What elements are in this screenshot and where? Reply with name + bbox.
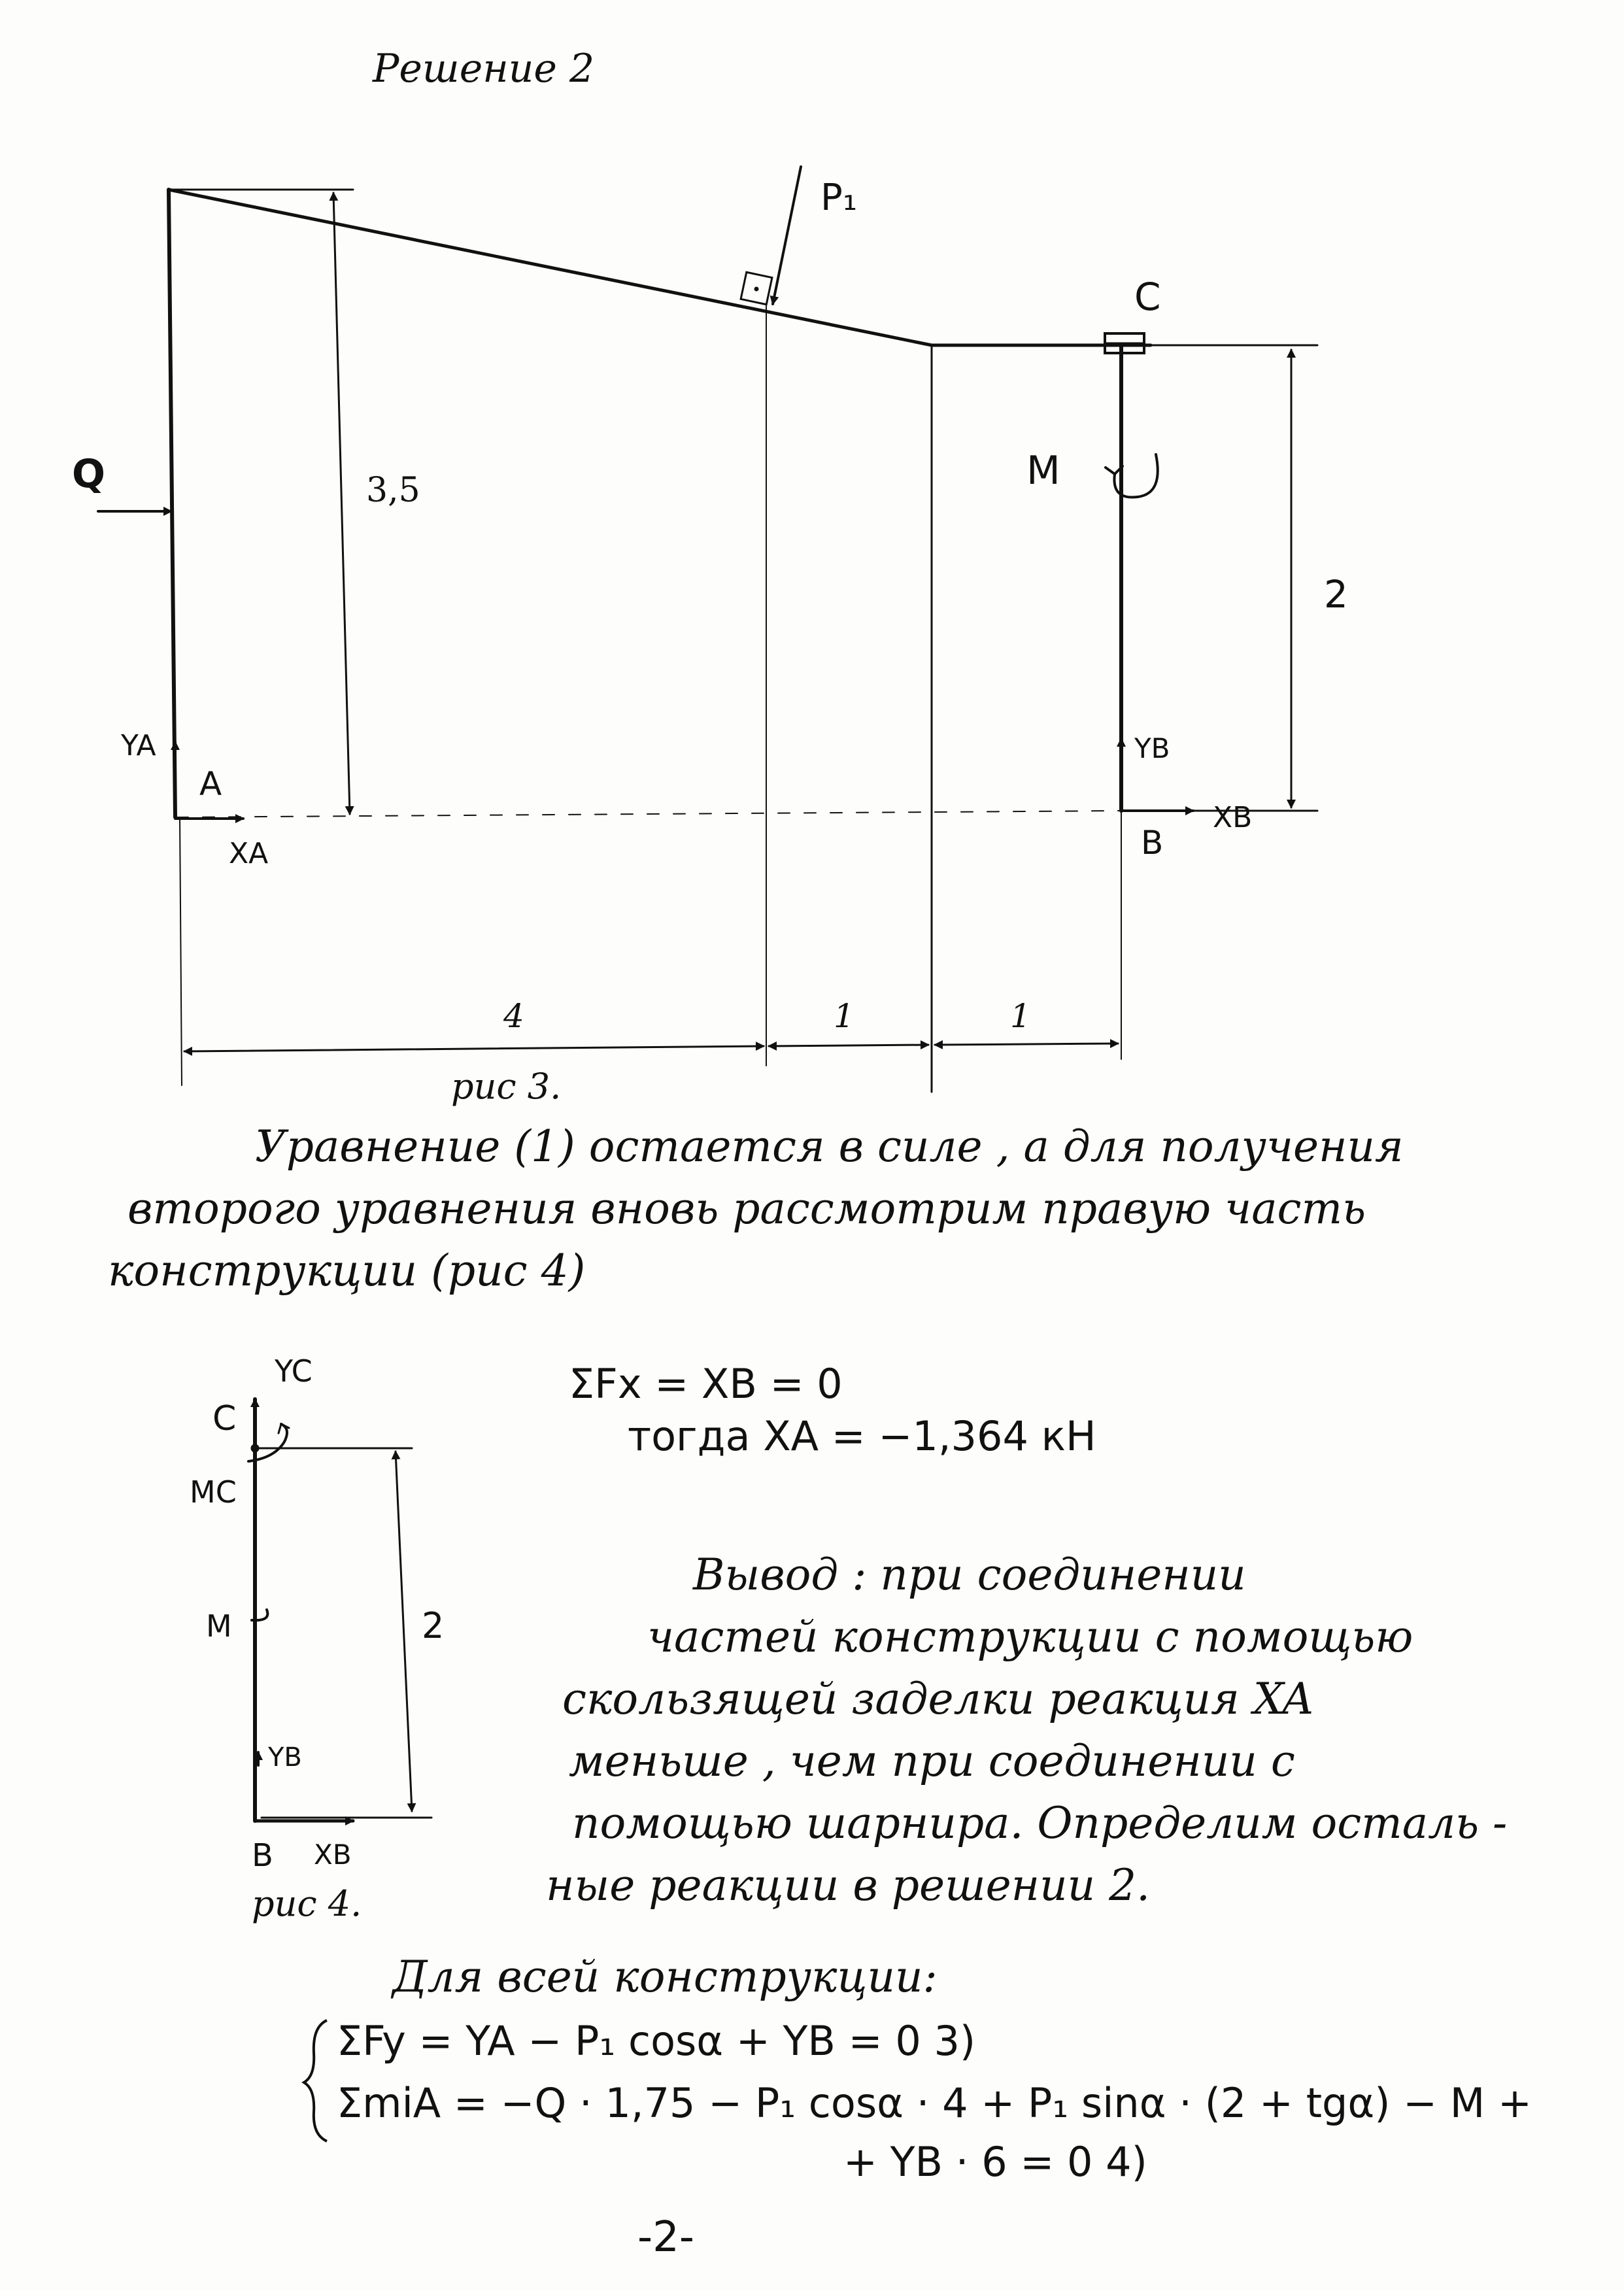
label-q: Q <box>72 451 106 497</box>
equation-3: ΣFy = YA − P₁ cosα + YB = 0 3) <box>337 2017 976 2065</box>
fig4-label-c: C <box>212 1399 237 1438</box>
conclusion-line-5: помощью шарнира. Определим осталь - <box>572 1798 1508 1848</box>
label-a: A <box>199 765 222 803</box>
fig4-label-dim-2: 2 <box>422 1605 445 1646</box>
label-xa: XA <box>229 837 269 870</box>
text-line-2: второго уравнения вновь рассмотрим правую часть <box>127 1183 1366 1234</box>
top-beam <box>169 190 932 345</box>
text-line-3: конструкции (рис 4) <box>108 1246 586 1296</box>
label-b: B <box>1141 824 1164 862</box>
label-dim-1a: 1 <box>834 997 854 1035</box>
fig4-label-b: B <box>252 1837 273 1874</box>
page-title: Решение 2 <box>373 46 595 92</box>
system-intro: Для всей конструкции: <box>392 1952 938 2002</box>
label-dim-1b: 1 <box>1010 997 1031 1035</box>
text-line-1: Уравнение (1) остается в силе , а для получения <box>255 1121 1404 1172</box>
label-p1: P₁ <box>820 177 858 219</box>
label-m: M <box>1026 448 1060 494</box>
conclusion-line-1: Вывод : при соединении <box>693 1550 1246 1600</box>
label-xb: XB <box>1213 801 1253 834</box>
label-c: C <box>1134 275 1161 319</box>
fig4-label-yc: YC <box>275 1353 313 1389</box>
figure-3-caption: рис 3. <box>451 1066 562 1107</box>
equation-then-xa: тогда XA = −1,364 кН <box>628 1412 1096 1460</box>
fig4-label-mc: MC <box>190 1474 237 1510</box>
conclusion-line-2: частей конструкции с помощью <box>647 1612 1413 1662</box>
label-dim-4: 4 <box>503 997 524 1035</box>
label-dim-2: 2 <box>1324 572 1348 617</box>
force-p1 <box>773 167 801 304</box>
conclusion-line-3: скользящей заделки реакция XA <box>562 1674 1314 1724</box>
conclusion-line-6: ные реакции в решении 2. <box>546 1860 1151 1910</box>
label-ya: YA <box>121 729 156 762</box>
equation-4-part-1: ΣmiA = −Q · 1,75 − P₁ cosα · 4 + P₁ sinα · (2 + tgα) − M + <box>337 2079 1532 2127</box>
equation-sum-fx: ΣFx = XB = 0 <box>569 1360 843 1408</box>
fig4-label-m: M <box>206 1608 232 1644</box>
fig4-label-yb: YB <box>268 1742 302 1773</box>
label-dim-3-5: 3,5 <box>366 471 420 510</box>
left-column <box>169 190 175 817</box>
equation-4-part-2: + YB · 6 = 0 4) <box>843 2138 1147 2186</box>
label-yb: YB <box>1134 732 1170 764</box>
conclusion-line-4: меньше , чем при соединении с <box>569 1736 1295 1786</box>
figure-4-caption: рис 4. <box>252 1883 362 1924</box>
fig4-label-xb: XB <box>314 1839 352 1871</box>
page-number: -2- <box>637 2213 694 2262</box>
